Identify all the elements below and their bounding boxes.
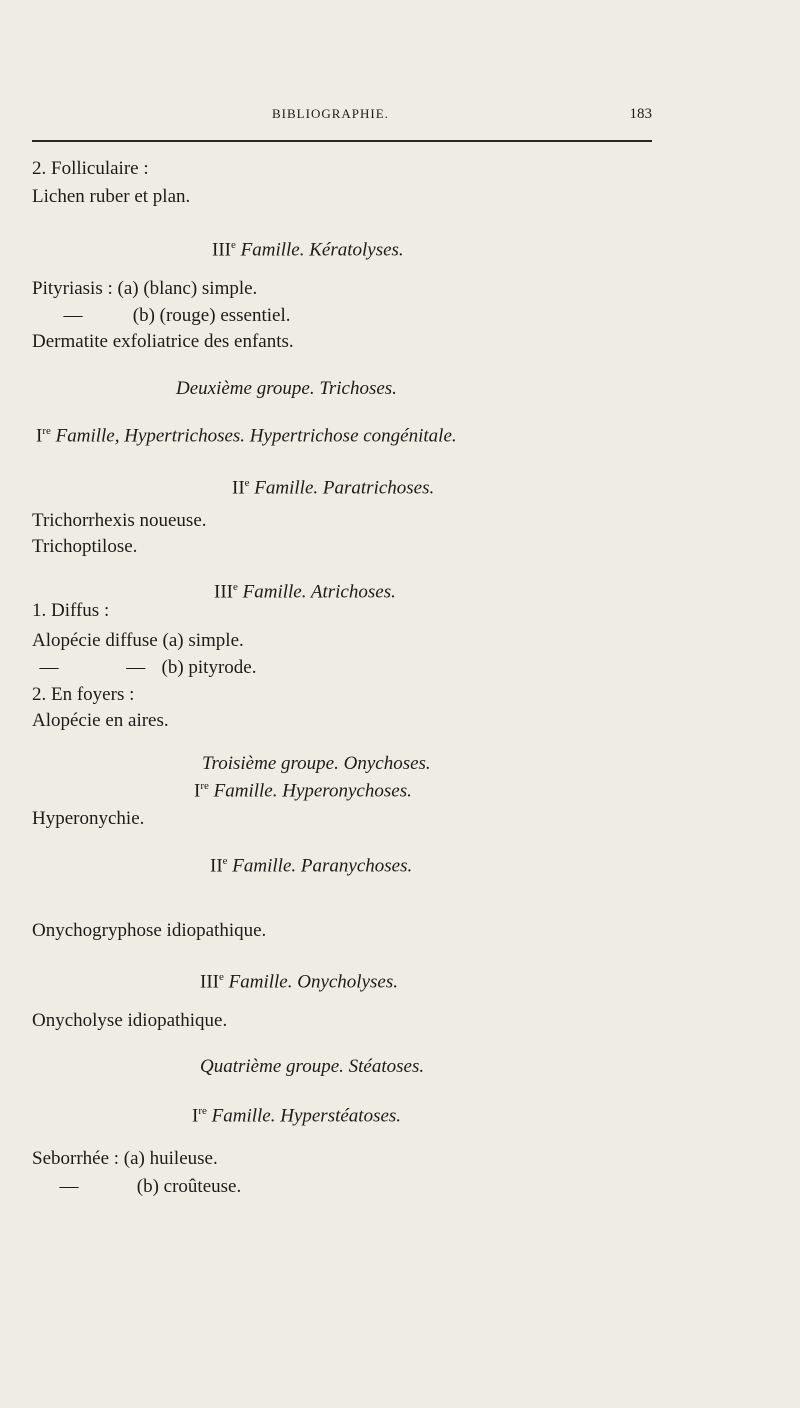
text-line: 1. Diffus : — [32, 600, 110, 621]
family-heading: Ire Famille. Hyperonychoses. — [194, 780, 412, 802]
text-line: — — (b) pityrode. — [39, 657, 257, 678]
text-line: Onycholyse idiopathique. — [32, 1010, 228, 1031]
text-line: Trichoptilose. — [32, 536, 138, 557]
text-line: Lichen ruber et plan. — [32, 186, 191, 207]
text-line: Seborrhée : (a) huileuse. — [32, 1148, 218, 1169]
text-line: 2. Folliculaire : — [32, 158, 149, 179]
text-line: Onychogryphose idiopathique. — [32, 920, 267, 941]
family-heading: IIIe Famille. Kératolyses. — [212, 239, 404, 261]
text-line: — (b) (rouge) essentiel. — [63, 305, 291, 326]
family-heading: IIIe Famille. Onycholyses. — [200, 971, 398, 993]
running-title: BIBLIOGRAPHIE. — [272, 106, 389, 121]
text-line: Dermatite exfoliatrice des enfants. — [32, 331, 294, 352]
family-heading: Ire Famille, Hypertrichoses. Hypertrichose congénitale. — [36, 425, 457, 447]
group-heading: Quatrième groupe. Stéatoses. — [200, 1056, 425, 1077]
text-line: Pityriasis : (a) (blanc) simple. — [32, 278, 258, 299]
family-heading: IIe Famille. Paranychoses. — [210, 855, 413, 877]
group-heading: Troisième groupe. Onychoses. — [202, 753, 431, 774]
text-line: Alopécie diffuse (a) simple. — [32, 630, 244, 651]
text-line: 2. En foyers : — [32, 684, 135, 705]
text-line: Alopécie en aires. — [32, 710, 169, 731]
group-heading: Deuxième groupe. Trichoses. — [176, 378, 397, 399]
text-line: Hyperonychie. — [32, 808, 145, 829]
page-number: 183 — [629, 106, 652, 122]
family-heading: Ire Famille. Hyperstéatoses. — [192, 1105, 402, 1127]
text-line: Trichorrhexis noueuse. — [32, 510, 207, 531]
text-line: — (b) croûteuse. — [59, 1176, 242, 1197]
family-heading: IIe Famille. Paratrichoses. — [232, 477, 435, 499]
running-header — [32, 106, 652, 126]
family-heading: IIIe Famille. Atrichoses. — [214, 581, 396, 603]
header-rule — [32, 140, 652, 142]
